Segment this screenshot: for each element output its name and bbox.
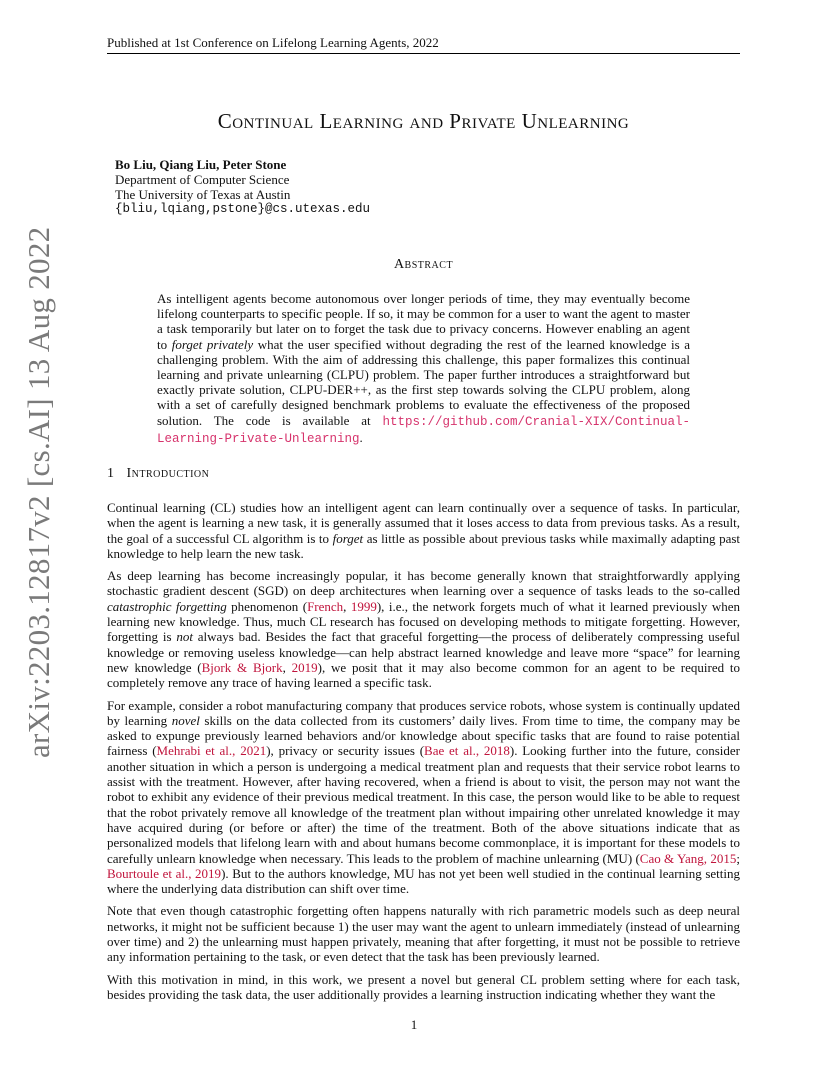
abstract-emphasis: forget privately: [171, 336, 254, 352]
abstract-text-2: what the user specified without degrading the rest of the learned knowledge is a challenging problem. With the aim of addressing this challenge, this paper formalizes this continual learning and private unlearning (CLPU) problem. The paper further introduces a straightforward but exactly private solution, CLPU-DER++, as the first step towards solving the CLPU problem, along with a set of carefully designed benchmark problems to evaluate the effectiveness of the proposed solution. The code is available at: [157, 336, 690, 428]
abstract-body: [157, 291, 690, 447]
running-header: [107, 35, 740, 54]
body-text: [107, 500, 740, 1009]
section-heading: [107, 466, 740, 482]
text: skills on the data collected from its customers’ daily lives. From time to time, the company may be asked to expunge previously learned behaviors and/or knowledge about specific tasks that are found to raise potential fairness (: [107, 712, 741, 759]
paragraph: [107, 568, 740, 690]
page-number: 1: [410, 1017, 418, 1032]
text: ), i.e., the network forgets much of what it learned previously when learning new knowledge. Thus, much CL research has focused on developing methods to mitigate forgetting. However, forgetting is: [107, 598, 741, 645]
citation-link[interactable]: Bae et al., 2018: [424, 743, 510, 759]
text: ). Looking further into the future, consider another situation in which a person is undergoing a medical treatment plan and requests that their service robot learns to assist with the treatment. However, after having recovered, when a friend is about to visit, the person may not want the robot to exhibit any evidence of their previous medical treatment. In this case, the person would like to be able to request that the robot privately remove all knowledge of the treatment plan without impairing other unrelated knowledge it may have acquired during (or before or after) the time of the treatment. Both of the above situations indicate that as personalized models that lifelong learn with and about humans become commonplace, it is important for these models to carefully unlearn knowledge when necessary. This leads to the problem of machine unlearning (MU) (: [107, 743, 740, 866]
section-name: Introduction: [126, 466, 210, 481]
citation-link[interactable]: 2019: [291, 659, 318, 675]
text: phenomenon (: [226, 598, 308, 614]
arxiv-identifier: arXiv:2203.12817v2 [cs.AI] 13 Aug 2022: [21, 226, 56, 758]
text: as little as possible about previous tasks while maximally adapting past knowledge to help learn the new task.: [107, 530, 741, 561]
text: ,: [282, 659, 292, 675]
emphasis: not: [176, 629, 193, 645]
author-names: Bo Liu, Qiang Liu, Peter Stone: [115, 157, 287, 172]
text: For example, consider a robot manufacturing company that produces service robots, whose system is continually updated by learning: [107, 697, 740, 728]
author-email: {bliu,lqiang,pstone}@cs.utexas.edu: [115, 202, 371, 216]
author-department: Department of Computer Science: [115, 172, 290, 187]
paper-title: Continual Learning and Private Unlearning: [217, 109, 630, 133]
paragraph: [107, 500, 740, 561]
citation-link[interactable]: Cao & Yang, 2015: [639, 850, 737, 866]
emphasis: catastrophic forgetting: [107, 598, 227, 614]
text: Continual learning (CL) studies how an intelligent agent can learn continually over a sequence of tasks. In particular, when the agent is learning a new task, it is generally assumed that it loses access to data from previous tasks. As a result, the goal of a successful CL algorithm is to: [107, 500, 740, 546]
citation-link[interactable]: 1999: [350, 598, 377, 614]
text: ), we posit that it may also become common for an agent to be required to completely remove any trace of having learned a specific task.: [107, 659, 741, 691]
venue-text: Published at 1st Conference on Lifelong Learning Agents, 2022: [107, 35, 439, 50]
abstract-text-1: As intelligent agents become autonomous over longer periods of time, they may eventually become lifelong counterparts to specific people. If so, it may be common for a user to want the agent to master a task temporarily but later on to forget the task due to privacy concerns. However enabling an agent to: [157, 291, 690, 352]
author-university: The University of Texas at Austin: [115, 187, 291, 202]
abstract-end: .: [359, 429, 363, 445]
citation-link[interactable]: French: [307, 598, 344, 614]
emphasis: novel: [171, 712, 200, 728]
text: As deep learning has become increasingly popular, it has become generally known that straightforwardly applying stochastic gradient descent (SGD) on deep architectures when learning over a sequence of tasks leads to the so-called: [107, 568, 740, 599]
citation-link[interactable]: Bjork & Bjork: [201, 659, 283, 675]
paragraph: With this motivation in mind, in this work, we present a novel but general CL problem setting where for each task, besides providing the task data, the user additionally provides a learning instruction indicating whether they want the: [107, 971, 740, 1002]
text: ). But to the authors knowledge, MU has not yet been well studied in the continual learning setting where the underlying data distribution can shift over time.: [107, 865, 740, 897]
code-link[interactable]: https://github.com/Cranial-XIX/Continual-Learning-Private-Unlearning: [157, 414, 690, 446]
citation-link[interactable]: Mehrabi et al., 2021: [156, 743, 267, 759]
emphasis: forget: [332, 530, 364, 546]
author-block: [115, 157, 515, 217]
text: ;: [736, 850, 740, 866]
abstract-heading: Abstract: [393, 257, 454, 272]
text: ), privacy or security issues (: [266, 743, 425, 759]
text: always bad. Besides the fact that graceful forgetting—the process of deliberately compressing useful knowledge or removing useless knowledge—can help abstract learned knowledge and leave more “space” for learning new knowledge (: [107, 629, 741, 675]
text: ,: [343, 598, 351, 614]
paragraph: [107, 698, 740, 897]
paragraph: Note that even though catastrophic forgetting often happens naturally with rich parametric models such as deep neural networks, it might not be sufficient because 1) the user may want the agent to unlearn immediately (instead of unlearning over time) and 2) the unlearning must happen privately, meaning that after forgetting, it must not be possible to retrieve any information pertaining to the task, or even detect that the task has been previously learned.: [107, 903, 740, 965]
citation-link[interactable]: Bourtoule et al., 2019: [107, 865, 222, 881]
section-number: 1: [107, 466, 115, 481]
